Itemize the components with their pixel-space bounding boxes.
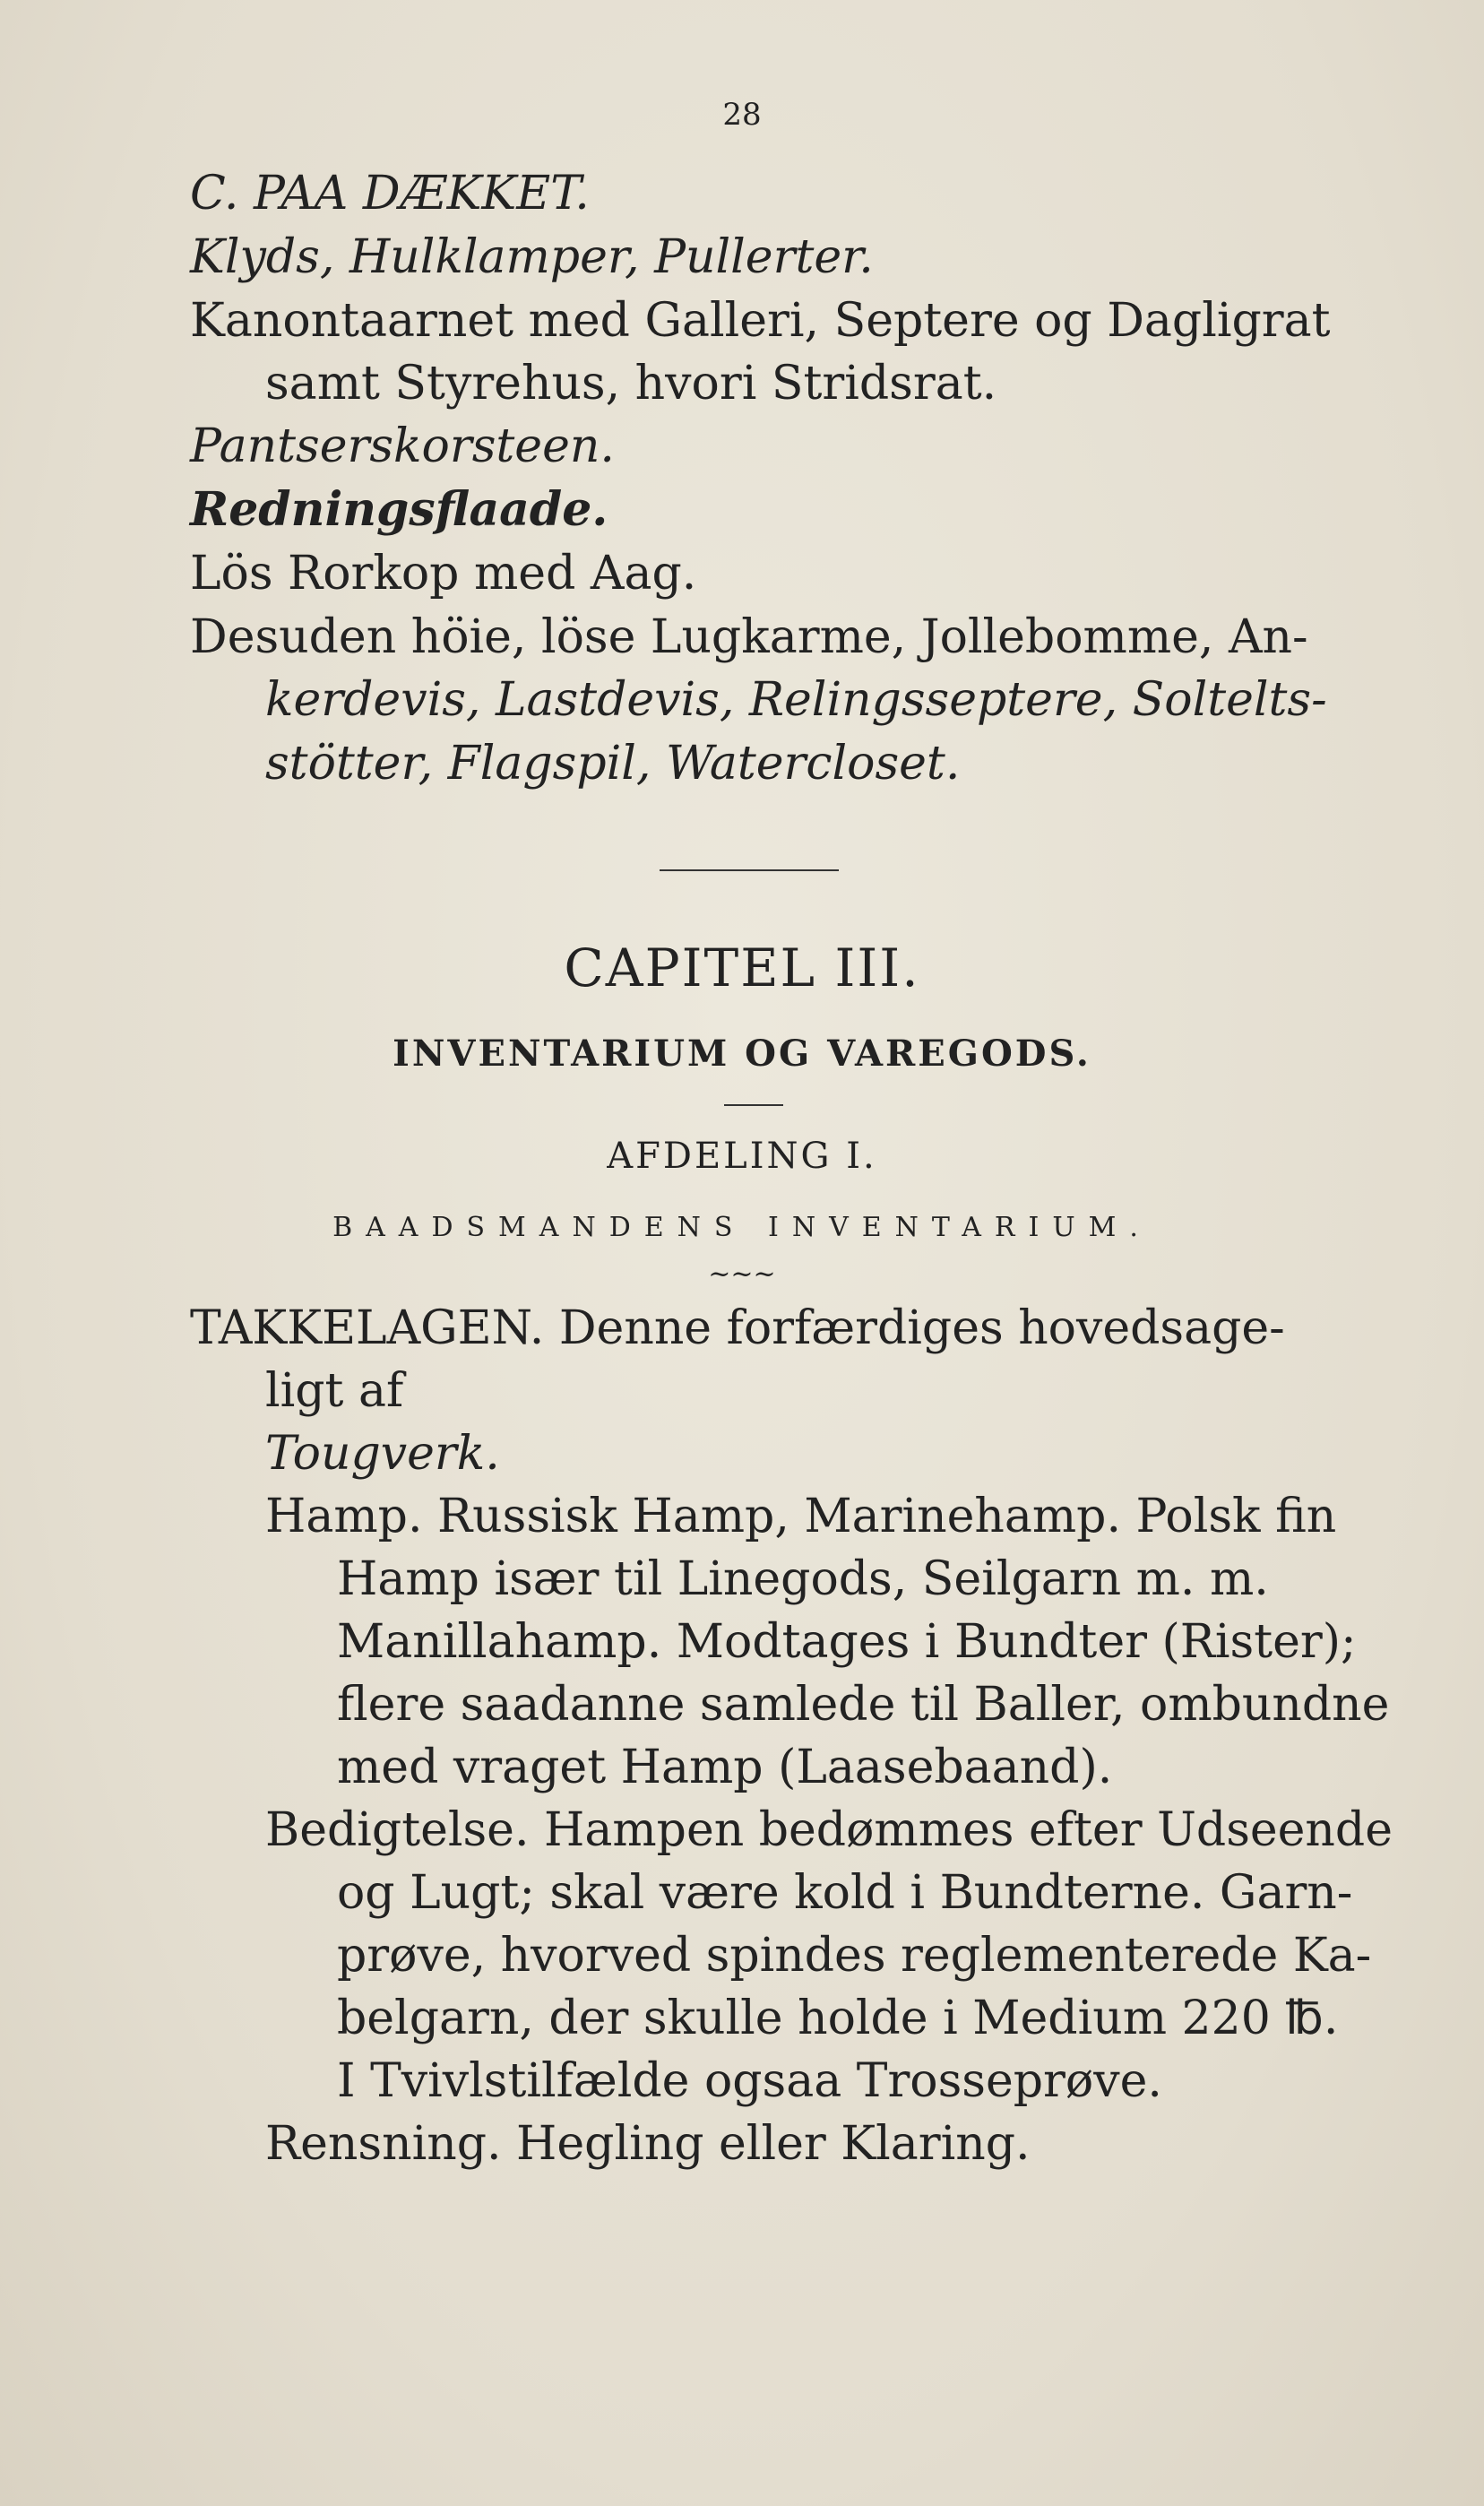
division-heading: AFDELING I. (607, 1136, 877, 1177)
chapter-divider (724, 1104, 783, 1106)
text-line: ligt af (265, 1364, 404, 1418)
chapter-subtitle: INVENTARIUM OG VAREGODS. (393, 1033, 1091, 1075)
division-title: BAADSMANDENS INVENTARIUM. (332, 1212, 1152, 1243)
text-line: med vraget Hamp (Laasebaand). (337, 1741, 1113, 1794)
text-line: Bedigtelse. Hampen bedømmes efter Udseende (265, 1803, 1393, 1857)
section-heading: C. PAA DÆKKET. (190, 167, 590, 220)
text-line: Pantserskorsteen. (190, 419, 615, 473)
text-line: Hamp især til Linegods, Seilgarn m. m. (337, 1552, 1269, 1606)
section-divider (660, 869, 839, 871)
text-line: Kanontaarnet med Galleri, Septere og Dagligrat (190, 294, 1331, 348)
text-line: Manillahamp. Modtages i Bundter (Rister); (337, 1615, 1357, 1669)
ornament: ~~~ (708, 1258, 776, 1290)
text-line: Rensning. Hegling eller Klaring. (265, 2117, 1031, 2171)
text-line: Hamp. Russisk Hamp, Marinehamp. Polsk fin (265, 1490, 1337, 1543)
text-line: TAKKELAGEN. Denne forfærdiges hovedsage- (190, 1301, 1285, 1355)
text-line: Lös Rorkop med Aag. (190, 547, 697, 601)
text-line: belgarn, der skulle holde i Medium 220 ℔. (337, 1992, 1339, 2045)
chapter-title: CAPITEL III. (564, 938, 920, 998)
text-line: Klyds, Hulklamper, Pullerter. (190, 230, 874, 284)
text-line: samt Styrehus, hvori Stridsrat. (265, 357, 997, 410)
text-line: prøve, hvorved spindes reglementerede Ka- (337, 1929, 1372, 1983)
page-number: 28 (722, 97, 762, 133)
text-line: I Tvivlstilfælde ogsaa Trosseprøve. (337, 2054, 1162, 2108)
text-line: kerdevis, Lastdevis, Relingsseptere, Soltelts- (265, 673, 1327, 727)
text-line: og Lugt; skal være kold i Bundterne. Garn- (337, 1866, 1353, 1920)
text-line: stötter, Flagspil, Watercloset. (265, 737, 961, 791)
text-line: Desuden höie, löse Lugkarme, Jollebomme, An- (190, 610, 1308, 664)
text-line: Redningsflaade. (190, 482, 608, 537)
text-line: flere saadanne samlede til Baller, ombundne (337, 1678, 1390, 1732)
text-line: Tougverk. (265, 1427, 500, 1481)
